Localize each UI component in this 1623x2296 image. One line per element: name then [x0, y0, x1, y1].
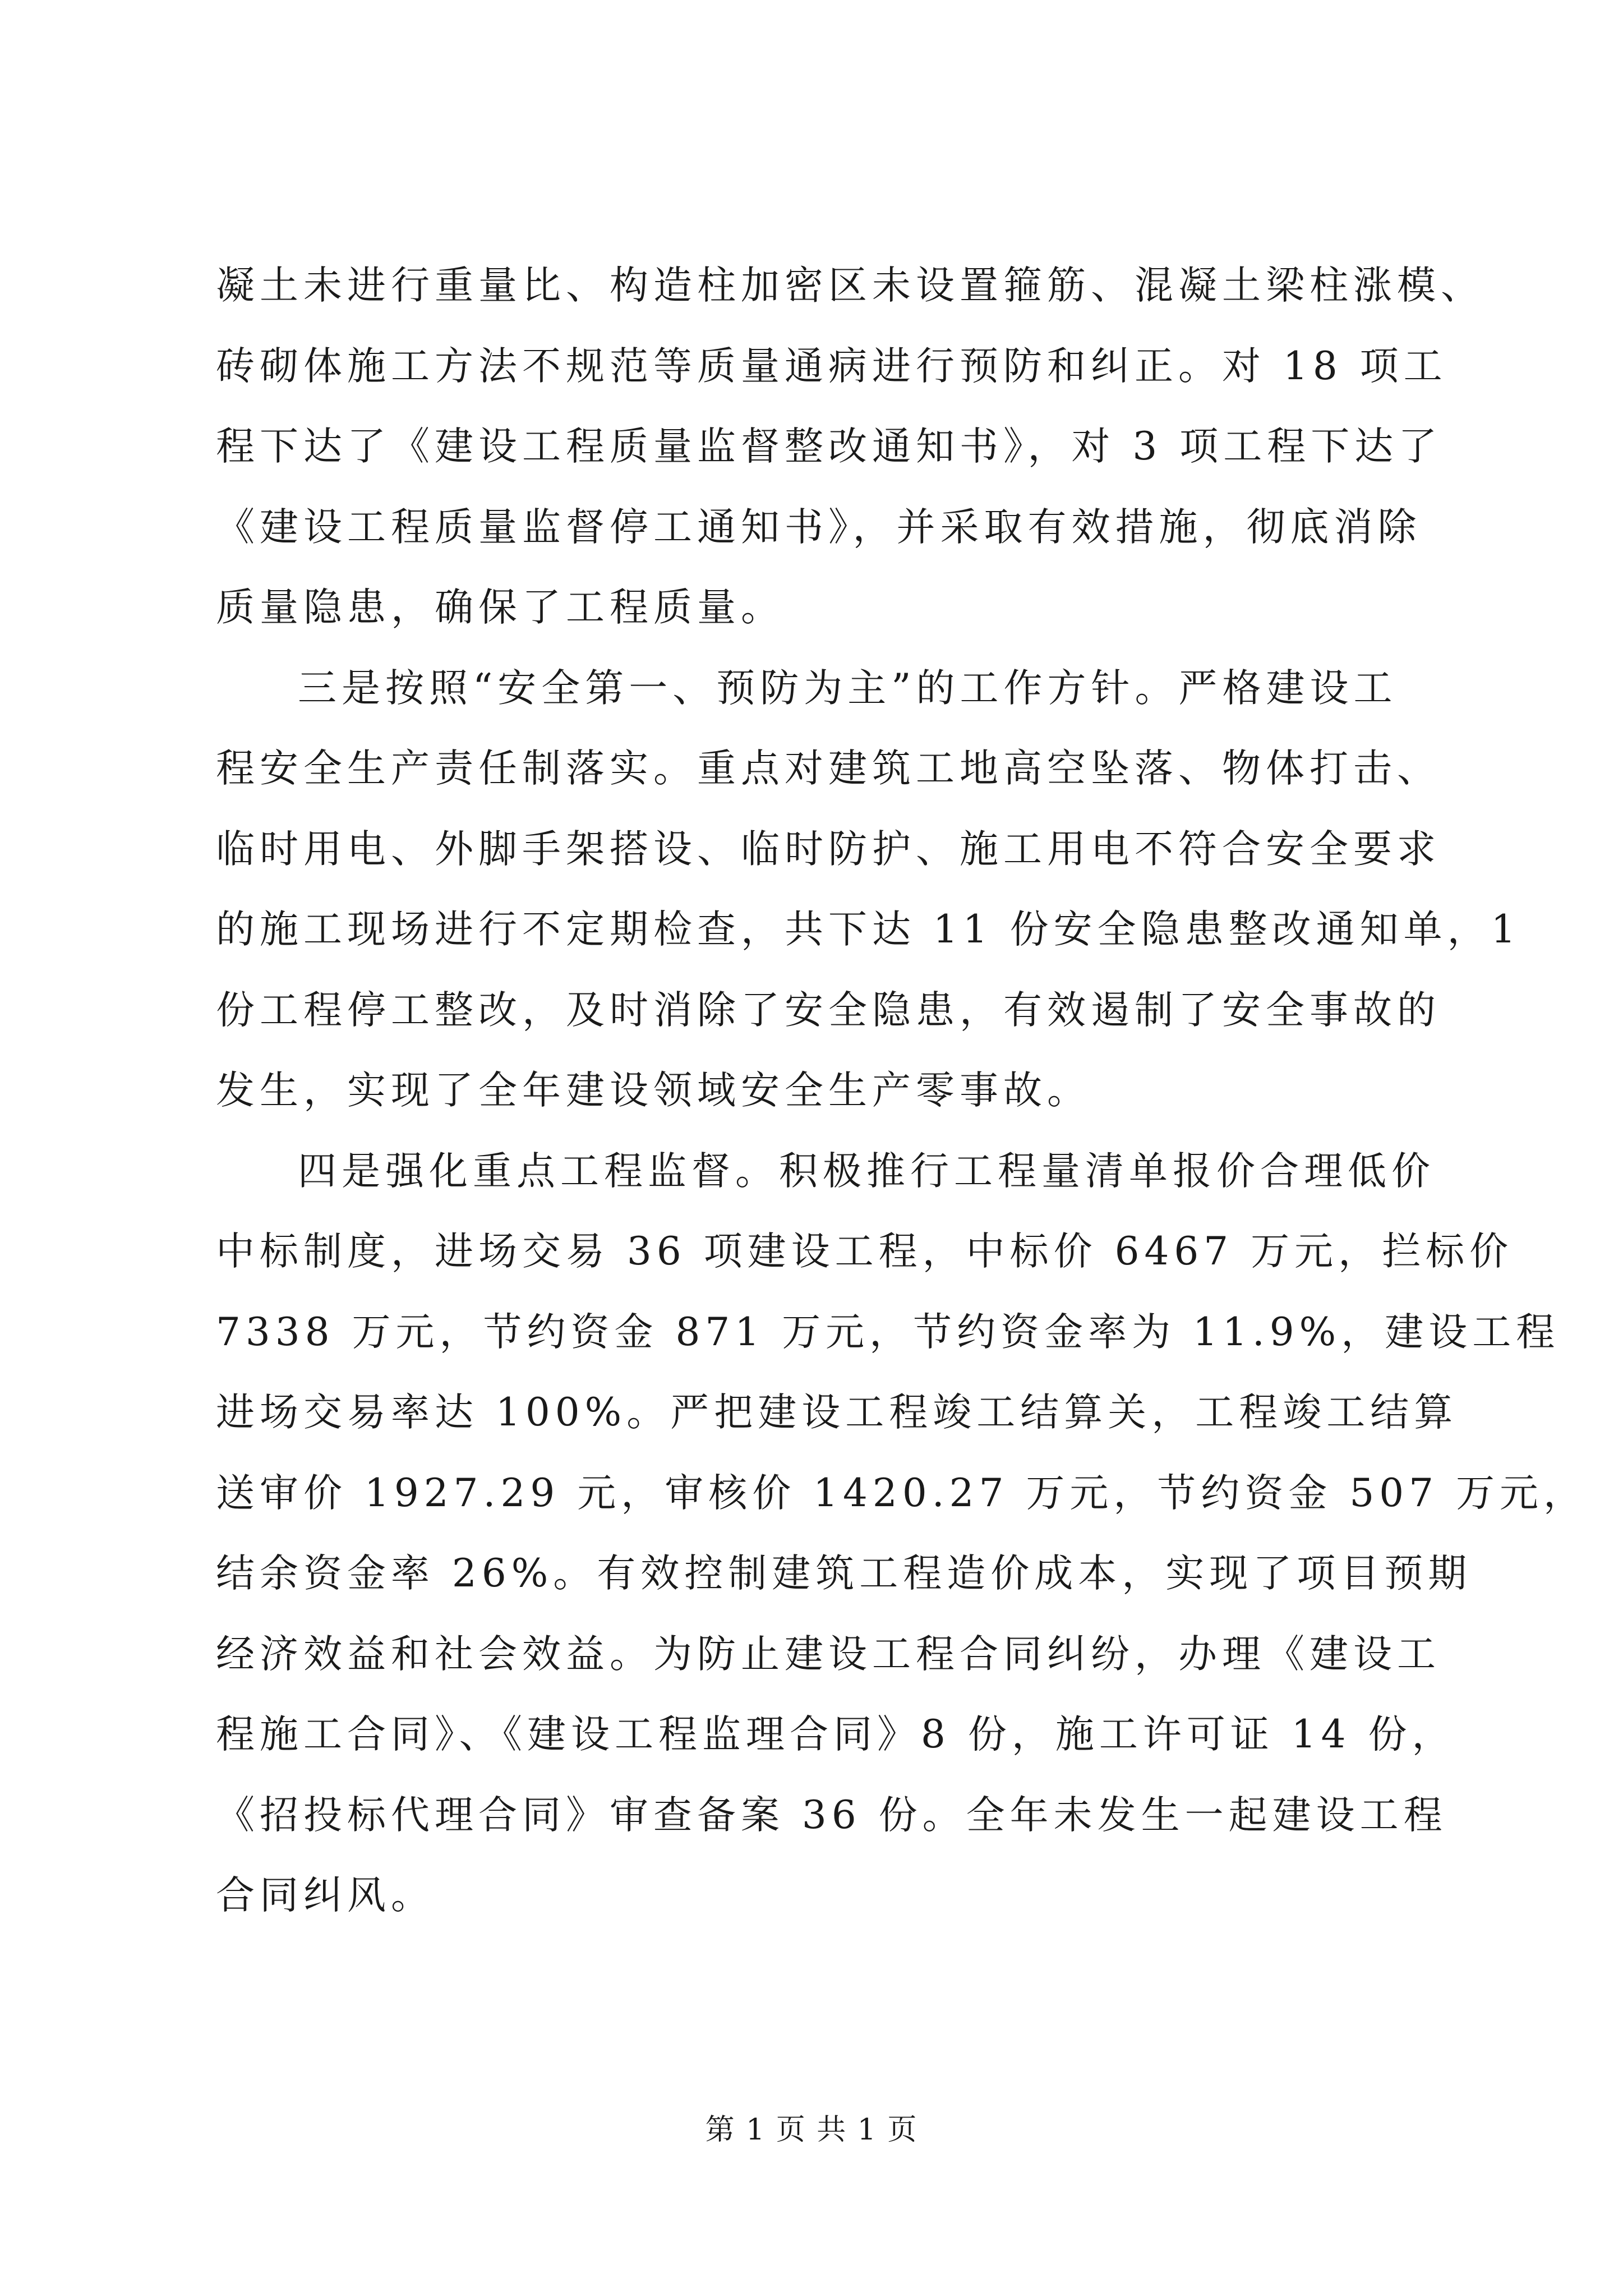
body-line: 程下达了《建设工程质量监督整改通知书》，对 3 项工程下达了	[216, 424, 1442, 469]
body-line: 凝土未进行重量比、构造柱加密区未设置箍筋、混凝土梁柱涨模、	[216, 263, 1484, 308]
body-line: 临时用电、外脚手架搭设、临时防护、施工用电不符合安全要求	[216, 826, 1441, 872]
body-line: 质量隐患，确保了工程质量。	[216, 585, 785, 630]
body-line: 份工程停工整改，及时消除了安全隐患，有效遏制了安全事故的	[216, 987, 1441, 1033]
body-line: 程安全生产责任制落实。重点对建筑工地高空坠落、物体打击、	[216, 746, 1441, 791]
body-line: 结余资金率 26%。有效控制建筑工程造价成本，实现了项目预期	[216, 1551, 1472, 1596]
body-line: 《招投标代理合同》审查备案 36 份。全年未发生一起建设工程	[216, 1792, 1447, 1838]
body-line: 发生，实现了全年建设领域安全生产零事故。	[216, 1068, 1091, 1113]
body-line: 送审价 1927.29 元，审核价 1420.27 万元，节约资金 507 万元，	[216, 1470, 1587, 1516]
body-line: 的施工现场进行不定期检查，共下达 11 份安全隐患整改通知单，1	[216, 907, 1521, 952]
body-line: 合同纠风。	[216, 1873, 435, 1918]
paragraph-start-line: 四是强化重点工程监督。积极推行工程量清单报价合理低价	[298, 1148, 1435, 1194]
body-line: 进场交易率达 100%。严把建设工程竣工结算关，工程竣工结算	[216, 1390, 1458, 1435]
body-line: 经济效益和社会效益。为防止建设工程合同纠纷，办理《建设工	[216, 1631, 1441, 1677]
body-line: 砖砌体施工方法不规范等质量通病进行预防和纠正。对 18 项工	[216, 343, 1447, 389]
document-body	[216, 246, 1587, 1936]
page-number-footer: 第 1 页 共 1 页	[705, 2113, 918, 2147]
body-line: 程施工合同》、《建设工程监理合同》8 份，施工许可证 14 份，	[216, 1712, 1456, 1757]
body-line: 中标制度，进场交易 36 项建设工程，中标价 6467 万元，拦标价	[216, 1229, 1514, 1274]
body-line: 《建设工程质量监督停工通知书》，并采取有效措施，彻底消除	[216, 504, 1422, 550]
paragraph-start-line: 三是按照“安全第一、预防为主”的工作方针。严格建设工	[298, 665, 1398, 711]
body-line: 7338 万元，节约资金 871 万元，节约资金率为 11.9%，建设工程	[216, 1309, 1560, 1355]
